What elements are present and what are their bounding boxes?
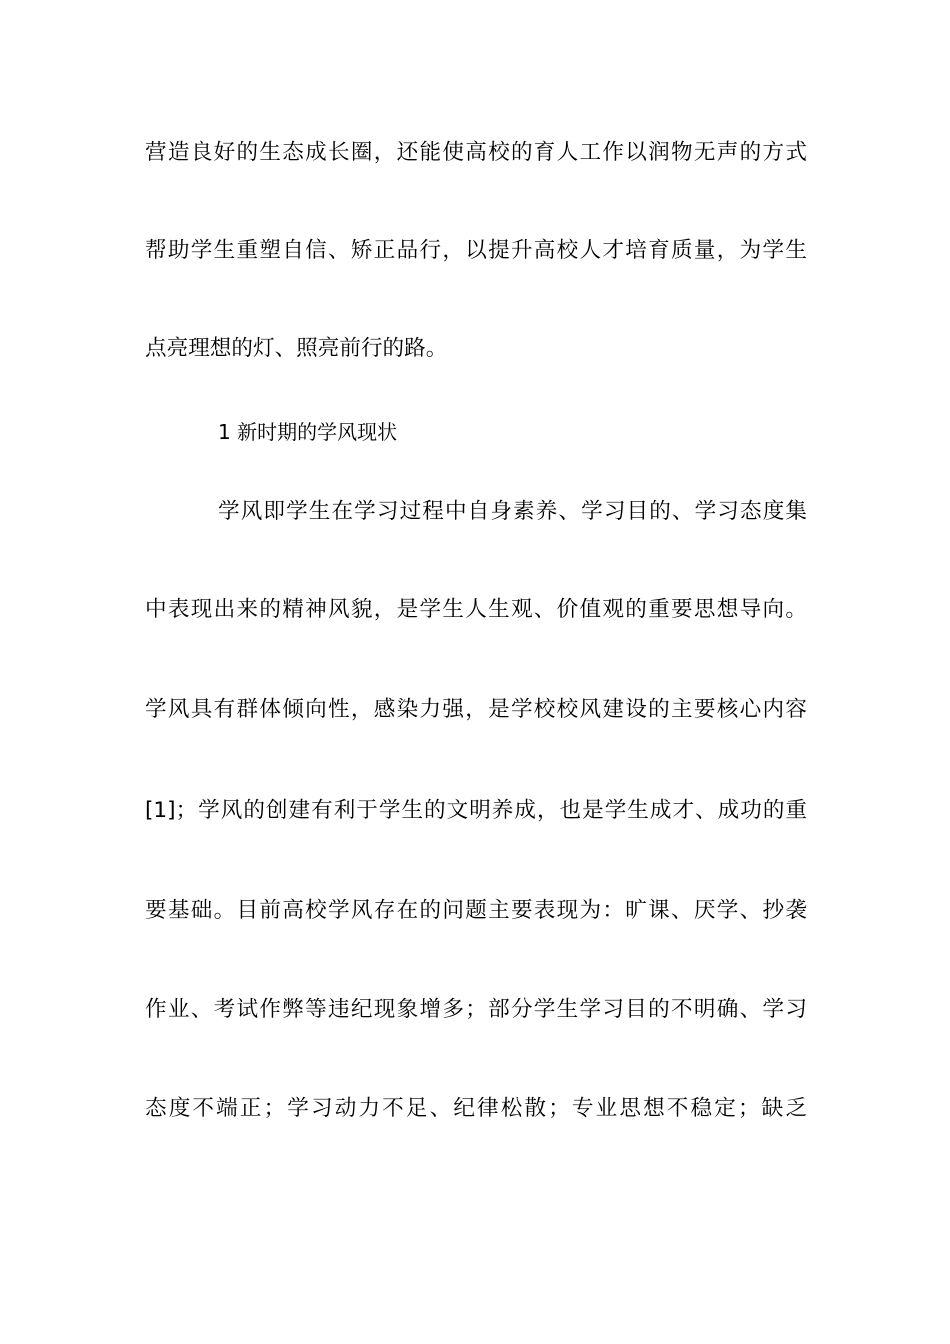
paragraph-line: 要基础。目前高校学风存在的问题主要表现为：旷课、厌学、抄袭 <box>145 898 807 923</box>
section-heading: 1 新时期的学风现状 <box>218 420 398 444</box>
paragraph-line: 帮助学生重塑自信、矫正品行，以提升高校人才培育质量，为学生 <box>145 238 807 263</box>
paragraph-line: 态度不端正；学习动力不足、纪律松散；专业思想不稳定；缺乏 <box>145 1096 807 1121</box>
paragraph-line: 学风即学生在学习过程中自身素养、学习目的、学习态度集 <box>218 499 807 524</box>
paragraph-line: 中表现出来的精神风貌，是学生人生观、价值观的重要思想导向。 <box>145 597 807 622</box>
paragraph-line: [1]；学风的创建有利于学生的文明养成，也是学生成才、成功的重 <box>145 798 807 823</box>
paragraph-line: 学风具有群体倾向性，感染力强，是学校校风建设的主要核心内容 <box>145 697 807 722</box>
paragraph-line: 营造良好的生态成长圈，还能使高校的育人工作以润物无声的方式 <box>145 140 807 165</box>
paragraph-line: 点亮理想的灯、照亮前行的路。 <box>145 336 448 361</box>
paragraph-line: 作业、考试作弊等违纪现象增多；部分学生学习目的不明确、学习 <box>145 997 807 1022</box>
